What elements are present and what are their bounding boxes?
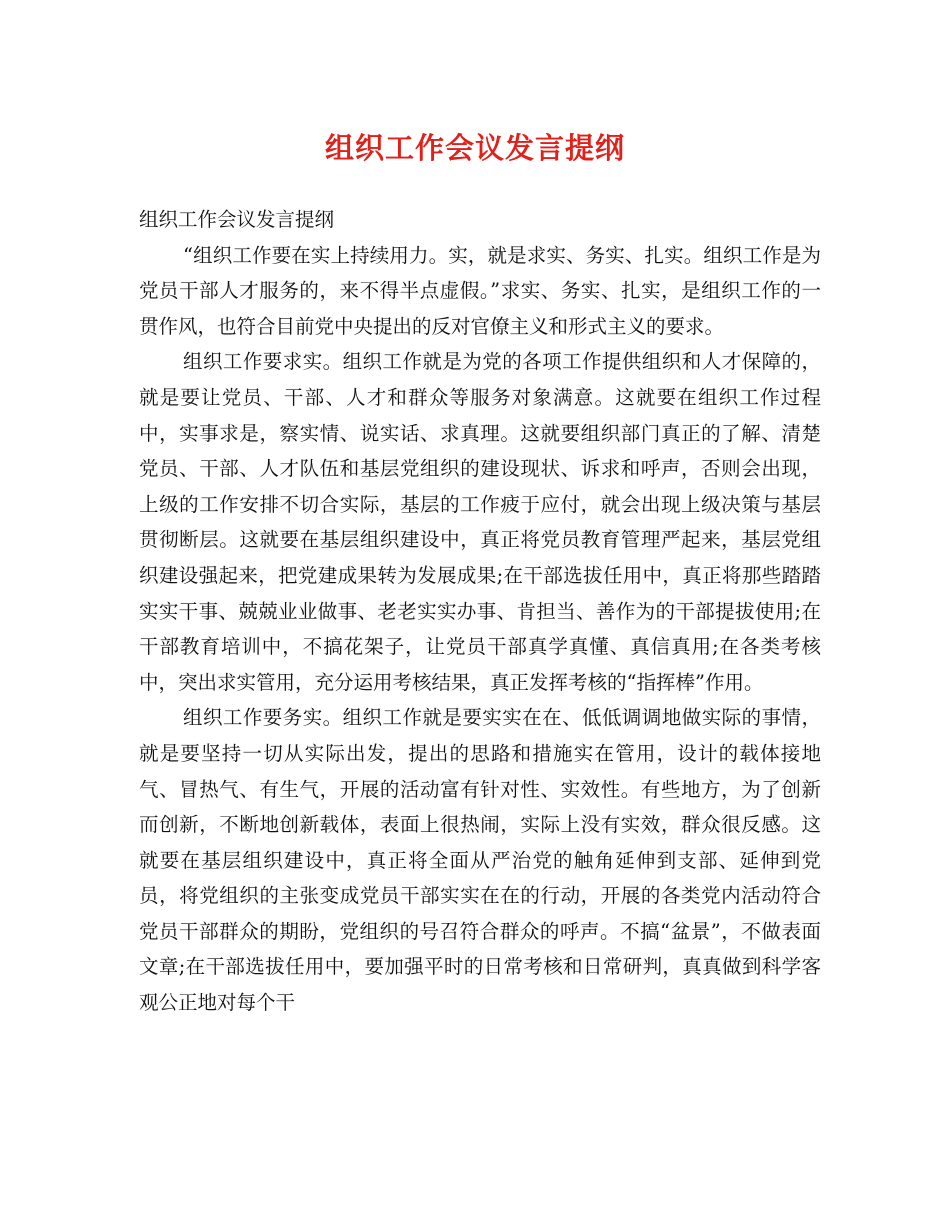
paragraph: “组织工作要在实上持续用力。实，就是求实、务实、扎实。组织工作是为党员干部人才服务的，来不得半点虚假。”求实、务实、扎实，是组织工作的一贯作风，也符合目前党中央提出的反对官僚主义和形式主义的要求。 [139, 243, 821, 338]
paragraph: 组织工作要务实。组织工作就是要实实在在、低低调调地做实际的事情，就是要坚持一切从实际出发，提出的思路和措施实在管用，设计的载体接地气、冒热气、有生气，开展的活动富有针对性、实效性。有些地方，为了创新而创新，不断地创新载体，表面上很热闹，实际上没有实效，群众很反感。这就要在基层组织建设中，真正将全面从严治党的触角延伸到支部、延伸到党员，将党组织的主张变成党员干部实实在在的行动，开展的各类党内活动符合党员干部群众的期盼，党组织的号召符合群众的呼声。不搞“盆景”，不做表面文章;在干部选拔任用中，要加强平时的日常考核和日常研判，真真做到科学客观公正地对每个干 [139, 706, 821, 1015]
document-subtitle: 组织工作会议发言提纲 [139, 208, 335, 231]
document-body [139, 202, 821, 1021]
paragraph: 组织工作要求实。组织工作就是为党的各项工作提供组织和人才保障的，就是要让党员、干部、人才和群众等服务对象满意。这就要在组织工作过程中，实事求是，察实情、说实话、求真理。这就要组织部门真正的了解、清楚党员、干部、人才队伍和基层党组织的建设现状、诉求和呼声，否则会出现，上级的工作安排不切合实际，基层的工作疲于应付，就会出现上级决策与基层贯彻断层。这就要在基层组织建设中，真正将党员教育管理严起来，基层党组织建设强起来，把党建成果转为发展成果;在干部选拔任用中，真正将那些踏踏实实干事、兢兢业业做事、老老实实办事、肯担当、善作为的干部提拔使用;在干部教育培训中，不搞花架子，让党员干部真学真懂、真信真用;在各类考核中，突出求实管用，充分运用考核结果，真正发挥考核的“指挥棒”作用。 [139, 350, 821, 694]
document-title: 组织工作会议发言提纲 [324, 131, 625, 165]
